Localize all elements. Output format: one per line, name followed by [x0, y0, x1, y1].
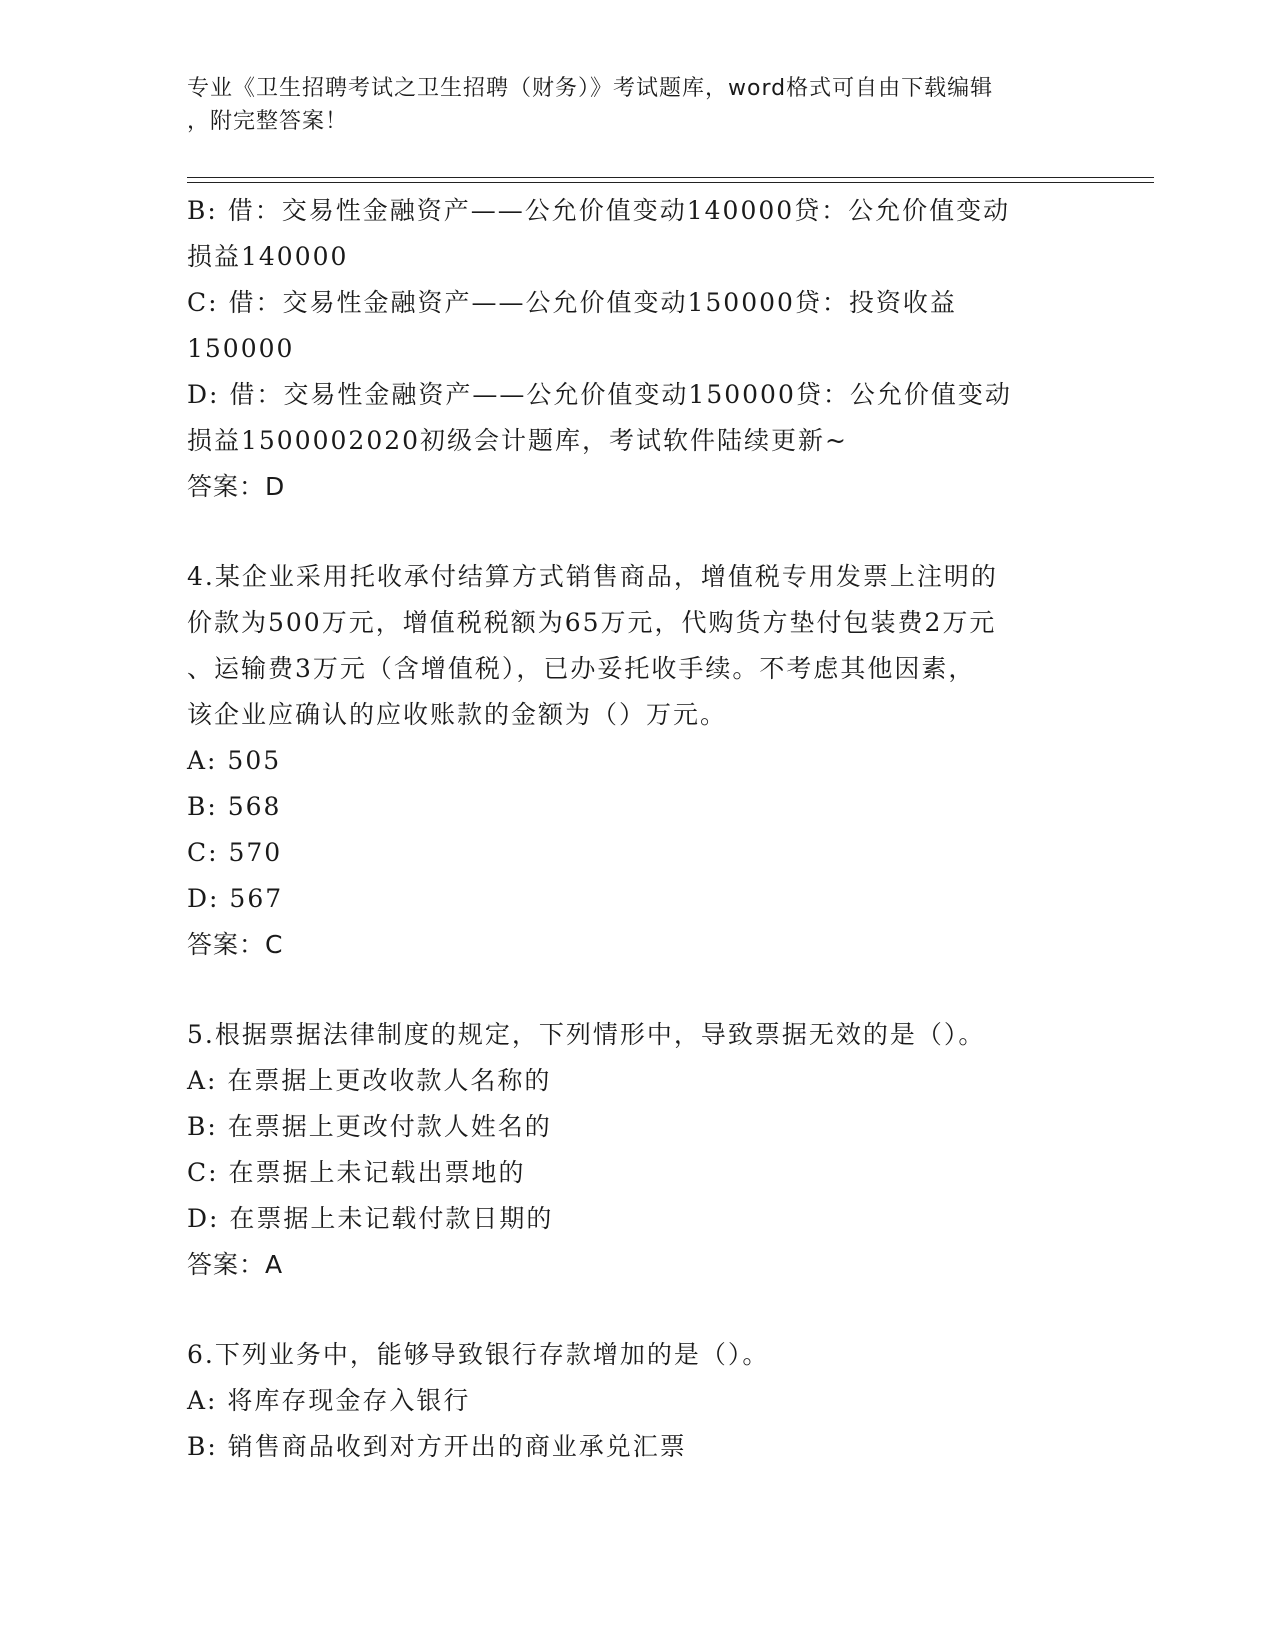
q5-option-a: A: 在票据上更改收款人名称的	[187, 1066, 552, 1095]
q5-answer: 答案：A	[187, 1250, 284, 1279]
question-3-block	[187, 188, 1107, 510]
q4-option-b: B: 568	[187, 792, 282, 821]
q4-stem-line-2: 价款为500万元，增值税税额为65万元，代购货方垫付包装费2万元	[187, 608, 997, 637]
header-line-1: 专业《卫生招聘考试之卫生招聘（财务）》考试题库，word格式可自由下载编辑	[187, 76, 994, 101]
q3-option-c-line-1: C: 借：交易性金融资产——公允价值变动150000贷：投资收益	[187, 288, 957, 317]
q3-option-d-line-2: 损益1500002020初级会计题库，考试软件陆续更新~	[187, 426, 849, 455]
question-6-block	[187, 1332, 1107, 1470]
document-header	[187, 72, 1067, 138]
q4-option-c: C: 570	[187, 838, 283, 867]
q4-option-a: A: 505	[187, 746, 282, 775]
q5-option-b: B: 在票据上更改付款人姓名的	[187, 1112, 552, 1141]
spacer	[187, 510, 1107, 554]
q3-option-c-line-2: 150000	[187, 334, 295, 363]
q3-option-b-line-2: 损益140000	[187, 242, 349, 271]
header-line-2: ，附完整答案！	[187, 109, 349, 134]
q5-stem: 5.根据票据法律制度的规定，下列情形中，导致票据无效的是（）。	[187, 1020, 986, 1049]
q6-stem: 6.下列业务中，能够导致银行存款增加的是（）。	[187, 1340, 770, 1369]
q4-option-d: D: 567	[187, 884, 284, 913]
header-divider-top	[187, 177, 1154, 178]
q5-option-d: D: 在票据上未记载付款日期的	[187, 1204, 554, 1233]
question-4-block	[187, 554, 1107, 968]
q4-stem-line-1: 4.某企业采用托收承付结算方式销售商品，增值税专用发票上注明的	[187, 562, 998, 591]
q4-answer: 答案：C	[187, 930, 284, 959]
q4-stem-line-4: 该企业应确认的应收账款的金额为（）万元。	[187, 700, 728, 729]
spacer	[187, 968, 1107, 1012]
q3-option-d-line-1: D: 借：交易性金融资产——公允价值变动150000贷：公允价值变动	[187, 380, 1012, 409]
q6-option-b: B: 销售商品收到对方开出的商业承兑汇票	[187, 1432, 687, 1461]
spacer	[187, 1288, 1107, 1332]
document-body	[187, 188, 1107, 1470]
q6-option-a: A: 将库存现金存入银行	[187, 1386, 471, 1415]
q4-stem-line-3: 、运输费3万元（含增值税），已办妥托收手续。不考虑其他因素，	[187, 654, 976, 683]
question-5-block	[187, 1012, 1107, 1288]
q3-option-b-line-1: B: 借：交易性金融资产——公允价值变动140000贷：公允价值变动	[187, 196, 1011, 225]
q5-option-c: C: 在票据上未记载出票地的	[187, 1158, 526, 1187]
q3-answer: 答案：D	[187, 472, 286, 501]
header-divider-bottom	[187, 182, 1154, 183]
